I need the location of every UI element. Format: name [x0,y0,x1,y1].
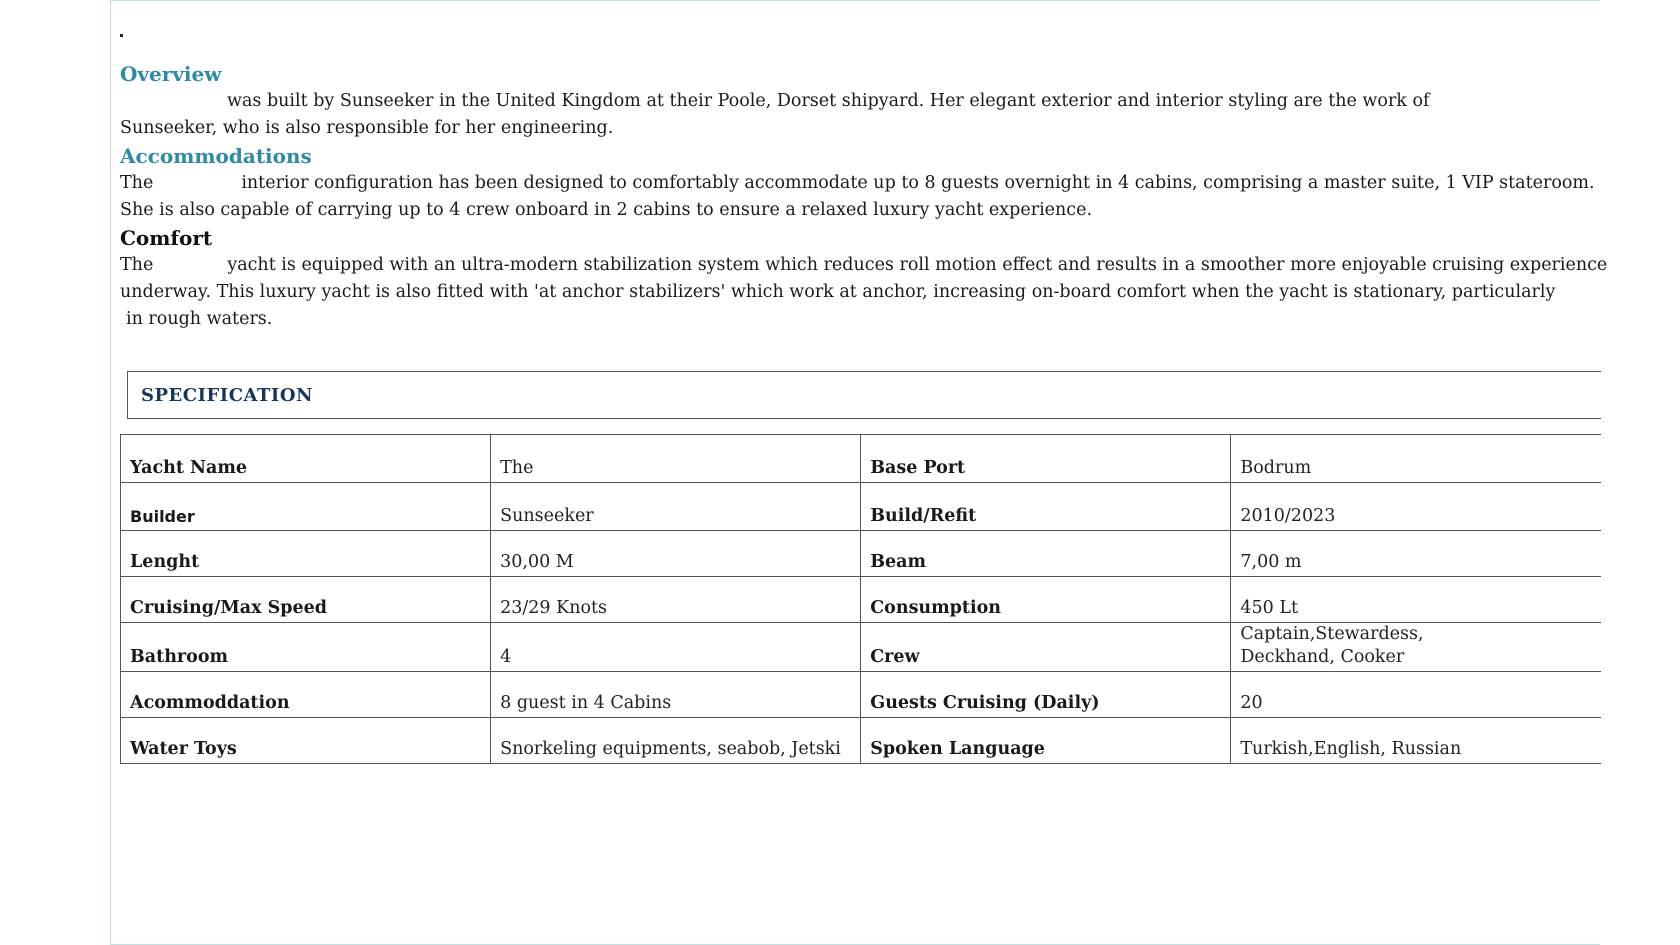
value-water-toys: Snorkeling equipments, seabob, Jetski [491,718,861,764]
label-build-refit: Build/Refit [861,483,1231,531]
label-guests-cruising: Guests Cruising (Daily) [861,672,1231,718]
accommodations-line-2: She is also capable of carrying up to 4 crew onboard in 2 cabins to ensure a relaxed luxury yacht experience. [120,200,1093,220]
stray-mark [120,34,123,37]
overview-line-1: was built by Sunseeker in the United Kingdom at their Poole, Dorset shipyard. Her elegant exterior and interior styling are the work of [227,91,1430,111]
value-consumption: 450 Lt [1231,577,1601,623]
value-base-port: Bodrum [1231,435,1601,483]
table-row [121,718,1602,764]
label-length: Lenght [121,531,491,577]
label-builder: Builder [121,483,491,531]
table-row [121,435,1602,483]
value-length: 30,00 M [491,531,861,577]
label-accommodation: Acommoddation [121,672,491,718]
comfort-line-1: The yacht is equipped with an ultra-modern stabilization system which reduces roll motion effect and results in a smoother more enjoyable cruising experience [120,255,1608,275]
specification-title: SPECIFICATION [141,384,313,406]
crew-line-1: Captain,Stewardess, [1240,624,1424,644]
overview-heading: Overview [120,62,222,86]
comfort-line-3: in rough waters. [126,309,273,329]
label-water-toys: Water Toys [121,718,491,764]
specification-header-box [127,371,1601,419]
label-consumption: Consumption [861,577,1231,623]
value-spoken-language: Turkish,English, Russian [1231,718,1601,764]
table-row [121,531,1602,577]
table-row [121,623,1602,672]
label-beam: Beam [861,531,1231,577]
value-accommodation: 8 guest in 4 Cabins [491,672,861,718]
crew-line-2: Deckhand, Cooker [1240,647,1405,667]
table-row [121,483,1602,531]
value-crew [1231,623,1601,672]
label-bathroom: Bathroom [121,623,491,672]
table-row [121,672,1602,718]
table-row [121,577,1602,623]
value-yacht-name: The [491,435,861,483]
value-build-refit: 2010/2023 [1231,483,1601,531]
comfort-heading: Comfort [120,226,213,250]
description-section [120,60,1608,333]
label-yacht-name: Yacht Name [121,435,491,483]
label-cruising-max-speed: Cruising/Max Speed [121,577,491,623]
value-cruising-max-speed: 23/29 Knots [491,577,861,623]
specification-table [120,434,1601,764]
accommodations-heading: Accommodations [120,144,312,168]
label-crew: Crew [861,623,1231,672]
value-beam: 7,00 m [1231,531,1601,577]
value-builder: Sunseeker [491,483,861,531]
overview-line-2: Sunseeker, who is also responsible for her engineering. [120,118,614,138]
label-base-port: Base Port [861,435,1231,483]
accommodations-line-1: The interior configuration has been designed to comfortably accommodate up to 8 guests overnight in 4 cabins, comprising a master suite, 1 VIP stateroom. [120,173,1595,193]
value-bathroom: 4 [491,623,861,672]
value-guests-cruising: 20 [1231,672,1601,718]
comfort-line-2: underway. This luxury yacht is also fitted with 'at anchor stabilizers' which work at anchor, increasing on-board comfort when the yacht is stationary, particularly [120,282,1556,302]
label-spoken-language: Spoken Language [861,718,1231,764]
